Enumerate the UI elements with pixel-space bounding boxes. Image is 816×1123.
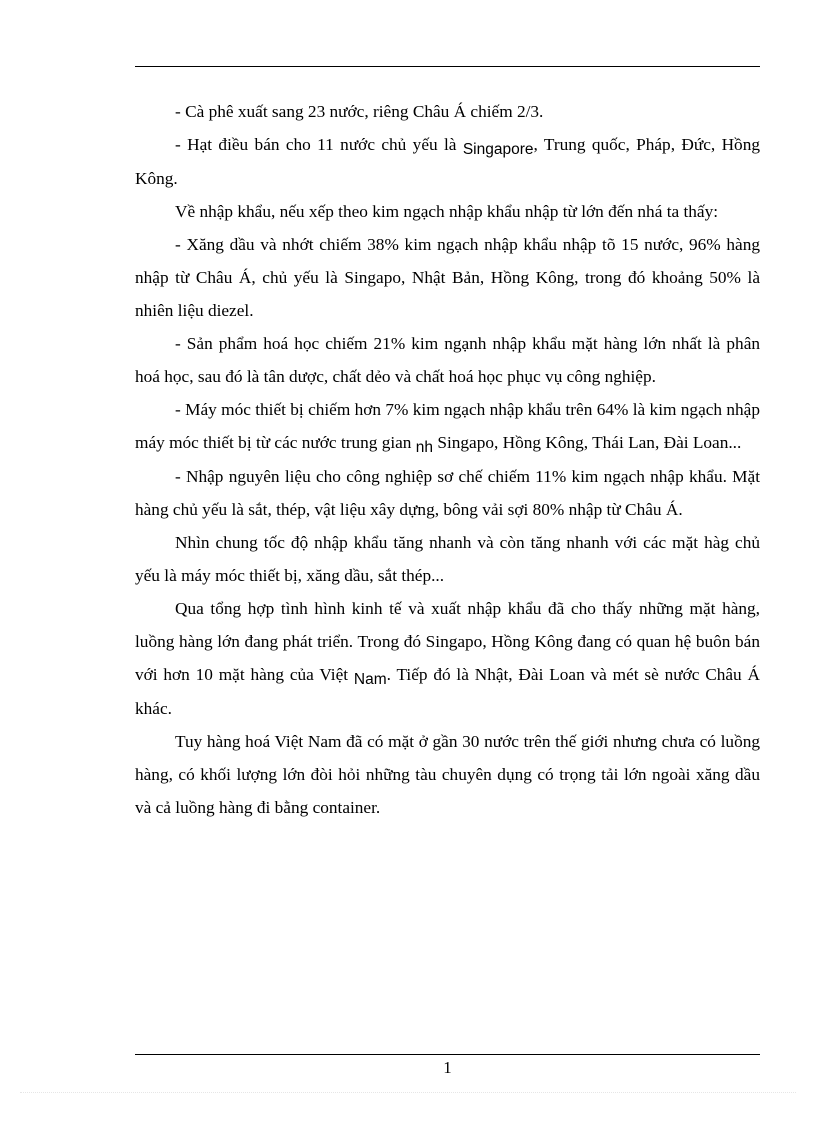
paragraph-import-growth: Nhìn chung tốc độ nhập khẩu tăng nhanh và còn tăng nhanh với các mặt hàg chủ yếu là máy móc thiết bị, xăng dầu, sắt thép... <box>135 533 760 585</box>
paragraph-chemical-imports: - Sản phẩm hoá học chiếm 21% kim ngạnh nhập khẩu mặt hàng lớn nhất là phân hoá học, sau đó là tân dược, chất dẻo và chất hoá học phục vụ công nghiệp. <box>135 334 760 386</box>
footer-rule <box>135 1054 760 1055</box>
summary-text-before: Qua tổng hợp tình hình kinh tế và xuất nhập khẩu đã cho thấy những mặt hàng, luồng hàng lớn đang phát triển. Trong đó Singapo, Hồng Kông đang có quan hệ buôn bán với hơn 10 mặt hàng của Việt <box>135 599 760 684</box>
machinery-inline-nh: nh <box>415 439 434 456</box>
summary-inline-nam: Nam <box>353 671 387 688</box>
paragraph-conclusion: Tuy hàng hoá Việt Nam đã có mặt ở gần 30 nước trên thế giới nhưng chưa có luồng hàng, có khối lượng lớn đòi hỏi những tàu chuyên dụng có trọng tải lớn ngoài xăng dầu và cả luồng hàng đi bằng container. <box>135 732 760 817</box>
paragraph-trade-summary <box>135 592 760 725</box>
machinery-text-after: Singapo, Hồng Kông, Thái Lan, Đài Loan... <box>433 433 742 452</box>
cashew-text-before: - Hạt điều bán cho 11 nước chủ yếu là <box>175 135 463 154</box>
page-edge-divider <box>20 1092 796 1093</box>
header-rule <box>135 66 760 67</box>
page-number: 1 <box>443 1058 452 1077</box>
machinery-text-before: - Máy móc thiết bị chiếm hơn 7% kim ngạch nhập khẩu trên 64% là kim ngạch nhập máy móc thiết bị từ các nước trung gian <box>135 400 760 452</box>
document-body <box>135 95 760 824</box>
paragraph-raw-material-imports: - Nhập nguyên liệu cho công nghiệp sơ chế chiếm 11% kim ngạch nhập khẩu. Mặt hàng chủ yếu là sắt, thép, vật liệu xây dựng, bông vải sợi 80% nhập từ Châu Á. <box>135 467 760 519</box>
paragraph-machinery-imports <box>135 393 760 460</box>
paragraph-cashew-exports <box>135 128 760 195</box>
paragraph-imports-intro: Về nhập khẩu, nếu xếp theo kim ngạch nhập khẩu nhập từ lớn đến nhá ta thấy: <box>175 202 719 221</box>
paragraph-petroleum-imports: - Xăng dầu và nhớt chiếm 38% kim ngạch nhập khẩu nhập tõ 15 nước, 96% hàng nhập từ Châu Á, chủ yếu là Singapo, Nhật Bản, Hồng Kông, trong đó khoảng 50% là nhiên liệu diezel. <box>135 235 760 320</box>
cashew-text-after: , Trung quốc, Pháp, Đức, Hồng Kông. <box>135 135 760 188</box>
paragraph-coffee-exports: - Cà phê xuất sang 23 nước, riêng Châu Á chiếm 2/3. <box>175 102 544 121</box>
summary-text-after: . Tiếp đó là Nhật, Đài Loan và mét sè nước Châu Á khác. <box>135 665 760 718</box>
cashew-inline-singapore: Singapore <box>462 141 534 158</box>
